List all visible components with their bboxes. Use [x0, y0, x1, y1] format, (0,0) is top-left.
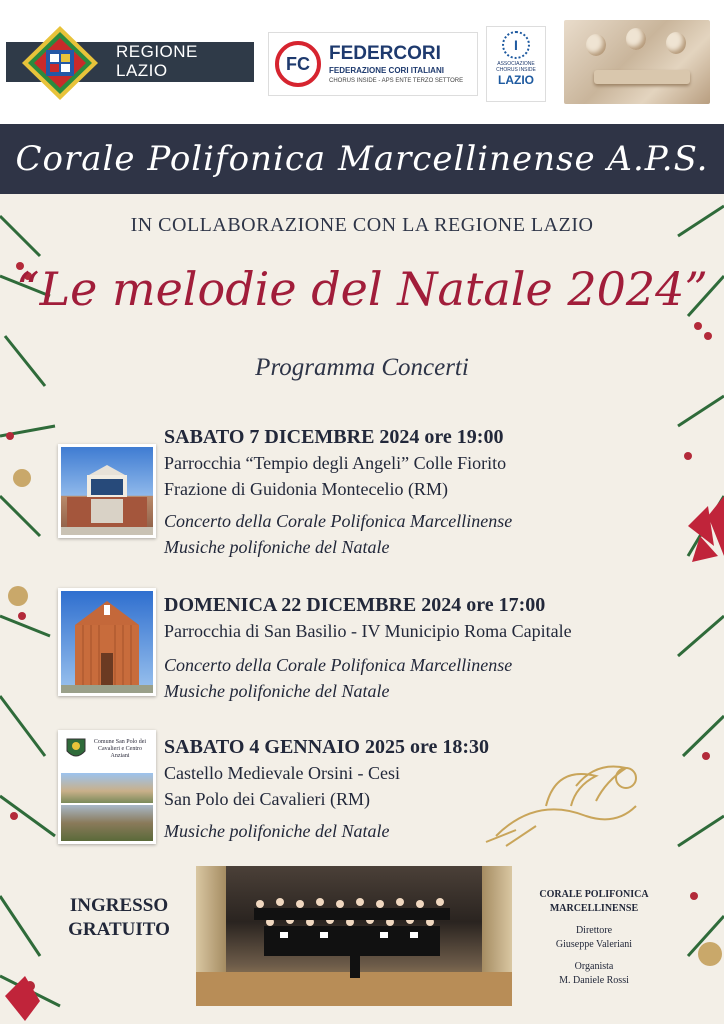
church-building-icon — [61, 447, 153, 535]
golden-angel-icon — [476, 756, 646, 856]
federcori-logo — [268, 32, 478, 96]
concert-description: Concerto della Corale Polifonica Marcellinense — [164, 511, 513, 531]
concert-1 — [164, 424, 704, 560]
angel-head-icon — [626, 28, 646, 50]
comune-label: Comune San Polo dei Cavalieri e Centro Anziani — [93, 739, 147, 759]
choir-credits — [528, 888, 660, 988]
concert-date: DOMENICA 22 DICEMBRE 2024 ore 17:00 — [164, 594, 546, 616]
free-entry-label: INGRESSO GRATUITO — [68, 895, 170, 940]
concert-venue: Castello Medievale Orsini - Cesi — [164, 763, 400, 783]
chorus-inside-label: ASSOCIAZIONE CHORUS INSIDE — [496, 61, 536, 73]
federcori-subtitle2: CHORUS INSIDE - APS ENTE TERZO SETTORE — [329, 78, 464, 84]
concert-music: Musiche polifoniche del Natale — [164, 821, 390, 841]
chorus-inside-mark-icon: I — [502, 31, 530, 59]
church-building-icon — [61, 591, 153, 693]
regione-lazio-logo — [6, 20, 254, 106]
church-photo-tempio-degli-angeli — [58, 444, 156, 538]
chorus-inside-lazio-label: LAZIO — [498, 73, 534, 87]
program-title: Programma Concerti — [255, 354, 469, 381]
event-title: “Le melodie del Natale 2024” — [16, 262, 708, 316]
concert-venue: Parrocchia “Tempio degli Angeli” Colle Fiorito — [164, 453, 507, 473]
concert-music: Musiche polifoniche del Natale — [164, 681, 390, 701]
concert-date: SABATO 7 DICEMBRE 2024 ore 19:00 — [164, 426, 504, 448]
director-role: Direttore — [575, 925, 613, 936]
concert-location: Frazione di Guidonia Montecelio (RM) — [164, 479, 448, 499]
federcori-name: FEDERCORI — [329, 43, 441, 64]
regione-line1: REGIONE — [116, 42, 198, 61]
concert-music: Musiche polifoniche del Natale — [164, 537, 390, 557]
federcori-subtitle: FEDERAZIONE CORI ITALIANI — [329, 66, 444, 75]
choir-performance-photo — [196, 866, 512, 1006]
comune-san-polo-image — [58, 730, 156, 844]
angel-head-icon — [586, 34, 606, 56]
comune-crest-icon — [65, 737, 87, 761]
concert-description: Concerto della Corale Polifonica Marcellinense — [164, 655, 513, 675]
regione-lazio-emblem-icon — [20, 24, 100, 102]
church-photo-san-basilio — [58, 588, 156, 696]
castle-photo — [61, 773, 153, 803]
concert-date: SABATO 4 GENNAIO 2025 ore 18:30 — [164, 736, 490, 758]
concert-2 — [164, 592, 704, 704]
director-name: Giuseppe Valeriani — [555, 939, 633, 950]
collaboration-line: IN COLLABORAZIONE CON LA REGIONE LAZIO — [130, 214, 594, 236]
choir-name-banner: Corale Polifonica Marcellinense A.P.S. — [0, 124, 724, 194]
singing-angels-relief-image — [564, 20, 710, 104]
regione-lazio-text — [116, 42, 198, 80]
chorus-inside-lazio-logo — [486, 26, 546, 102]
scroll-icon — [594, 70, 690, 84]
concert-venue: Parrocchia di San Basilio - IV Municipio Roma Capitale — [164, 621, 572, 641]
concert-location: San Polo dei Cavalieri (RM) — [164, 789, 370, 809]
organist-role: Organista — [574, 961, 614, 972]
federcori-mark-icon: FC — [275, 41, 321, 87]
regione-line2: LAZIO — [116, 61, 168, 80]
credits-org: CORALE POLIFONICA MARCELLINENSE — [539, 889, 649, 914]
logo-header — [0, 0, 724, 124]
organist-name: M. Daniele Rossi — [559, 975, 629, 986]
choir-singers-icon — [240, 892, 470, 982]
village-photo — [61, 805, 153, 841]
angel-head-icon — [666, 32, 686, 54]
